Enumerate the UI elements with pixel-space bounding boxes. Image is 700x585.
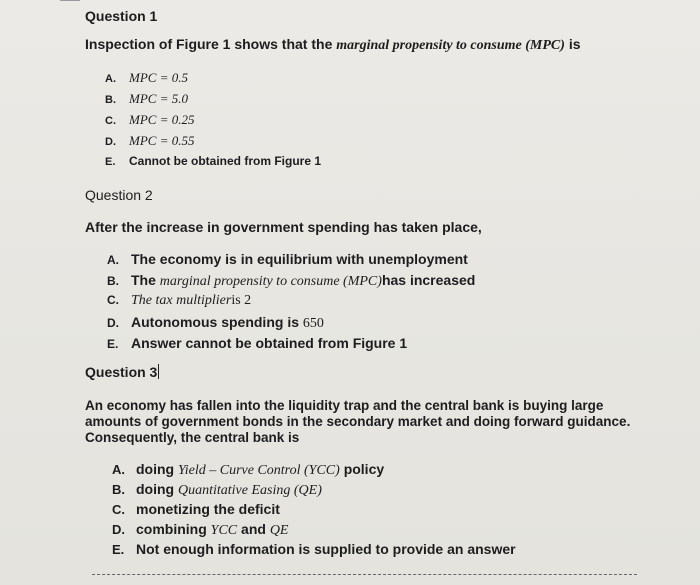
q1-option-e[interactable]: [105, 154, 321, 175]
question-1-stem-pre: Inspection of Figure 1 shows that the: [85, 36, 337, 52]
q2-option-a[interactable]: [107, 251, 475, 272]
question-1-stem: [85, 36, 581, 54]
q2-option-b[interactable]: [107, 272, 475, 293]
question-2-stem: After the increase in government spending has taken place,: [85, 219, 482, 235]
question-3-stem: An economy has fallen into the liquidity trap and the central bank is buying large amounts of government bonds in the secondary market and doing forward guidance. Consequently, the central bank is: [85, 398, 631, 445]
q3-option-d[interactable]: [112, 521, 516, 541]
option-text-post: has increased: [381, 272, 476, 288]
option-letter: E.: [112, 542, 125, 557]
option-letter: C.: [105, 115, 116, 127]
option-text: The economy is in equilibrium with unemployment: [131, 251, 468, 267]
option-letter: E.: [105, 156, 116, 168]
question-3-title: [85, 364, 159, 380]
question-3-options: [112, 461, 516, 561]
option-text: MPC = 0.25: [129, 112, 195, 127]
option-letter: A.: [107, 253, 119, 267]
q1-option-d[interactable]: [105, 133, 321, 154]
option-text: monetizing the deficit: [136, 501, 280, 517]
question-3-title-text: Question 3: [85, 364, 158, 380]
option-letter: B.: [112, 482, 125, 497]
option-text-pre: The: [131, 272, 156, 288]
option-text-pre: Autonomous spending is: [131, 314, 299, 330]
option-text-math: YCC: [210, 523, 238, 538]
option-text: Answer cannot be obtained from Figure 1: [131, 335, 408, 351]
option-text-pre: combining: [136, 521, 207, 537]
option-text-mid: and: [237, 521, 270, 537]
q2-option-e[interactable]: [107, 335, 475, 356]
option-text: MPC = 0.55: [129, 133, 195, 148]
question-1-stem-math: marginal propensity to consume (MPC): [336, 38, 565, 53]
option-text-math: The tax multiplier: [131, 293, 232, 308]
option-letter: B.: [105, 94, 116, 106]
question-2-title: Question 2: [85, 187, 153, 203]
option-letter: E.: [107, 337, 119, 351]
option-letter: A.: [112, 462, 125, 477]
text-cursor: [158, 364, 159, 379]
option-letter: C.: [107, 293, 119, 307]
q2-option-d[interactable]: [107, 314, 475, 335]
question-2-options: [107, 251, 475, 356]
top-rule: [60, 0, 80, 1]
q1-option-a[interactable]: [105, 70, 321, 91]
option-text-pre: doing: [136, 481, 175, 497]
option-text-math: Yield – Curve Control (YCC): [178, 463, 340, 478]
option-text-math: marginal propensity to consume (MPC): [159, 274, 382, 289]
option-text-math-2: QE: [269, 523, 289, 538]
q3-option-e[interactable]: [112, 541, 516, 561]
option-letter: D.: [105, 136, 116, 148]
q3-option-c[interactable]: [112, 501, 516, 521]
option-number: 650: [302, 316, 324, 331]
option-text-post: is 2: [231, 293, 252, 308]
option-letter: B.: [107, 274, 119, 288]
q3-option-a[interactable]: [112, 461, 516, 481]
bottom-dashed-divider: [92, 574, 637, 575]
question-1-stem-post: is: [564, 36, 581, 52]
option-text-math: Quantitative Easing (QE): [178, 483, 322, 498]
option-text-pre: doing: [136, 461, 175, 477]
q3-option-b[interactable]: [112, 481, 516, 501]
q1-option-c[interactable]: [105, 112, 321, 133]
question-1-options: [105, 70, 321, 175]
option-letter: A.: [105, 73, 116, 85]
q1-option-b[interactable]: [105, 91, 321, 112]
option-letter: D.: [112, 522, 125, 537]
option-letter: D.: [107, 316, 119, 330]
option-text: MPC = 0.5: [129, 70, 188, 85]
option-text: MPC = 5.0: [129, 91, 188, 106]
option-text: Not enough information is supplied to provide an answer: [136, 541, 516, 557]
option-text-post: policy: [343, 461, 385, 477]
option-text: Cannot be obtained from Figure 1: [129, 154, 322, 168]
question-1-title: Question 1: [85, 8, 158, 24]
option-letter: C.: [112, 502, 125, 517]
q2-option-c[interactable]: [107, 293, 475, 314]
